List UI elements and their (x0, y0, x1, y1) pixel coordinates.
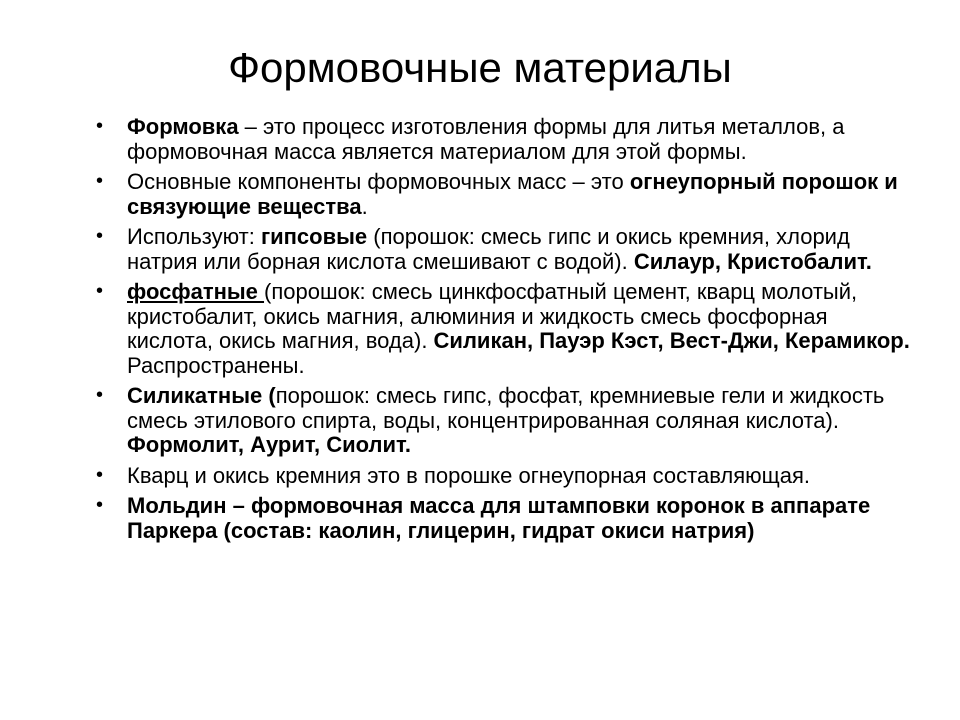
bullet-item (96, 464, 916, 489)
bold-text-segment: Формовка (127, 114, 239, 139)
bullet-item (96, 280, 916, 378)
bullet-text (127, 224, 872, 274)
bullet-marker: • (96, 280, 104, 302)
bullet-marker: • (96, 170, 104, 192)
text-segment: Кварц и окись кремния это в порошке огнеупорная составляющая. (127, 462, 810, 488)
text-segment: . (361, 193, 368, 219)
bullet-text (127, 493, 870, 543)
text-segment: – это процесс изготовления формы для литья металлов, а формовочная масса является материалом для этой формы. (127, 114, 845, 164)
text-segment: Основные компоненты формовочных масс – это (127, 169, 630, 194)
bullet-item (96, 170, 916, 219)
bold-text-segment: Мольдин – формовочная масса для штамповки коронок в аппарате Паркера (состав: каолин, глицерин, гидрат окиси натрия) (127, 493, 871, 543)
bold-text-segment: Силикатные ( (127, 383, 276, 408)
bullet-marker: • (96, 463, 104, 486)
bullet-text (127, 463, 810, 488)
bullet-item (96, 384, 916, 458)
bullet-text (127, 383, 884, 457)
bullet-item (96, 115, 916, 164)
bold-text-segment: фосфатные (127, 279, 265, 304)
bullet-marker: • (96, 225, 104, 247)
text-segment: (порошок: смесь цинкфосфатный цемент, кварц молотый, кристобалит, окись магния, алюминия и жидкость смесь фосфорная кислота, окись магния, вода). (127, 279, 858, 353)
bold-text-segment: гипсовые (260, 224, 368, 249)
text-segment: Используют: (127, 224, 261, 249)
bold-text-segment: Силикан, Пауэр Кэст, Вест-Джи, Керамикор. (433, 328, 910, 353)
bold-text-segment: Формолит, Аурит, Сиолит. (127, 432, 411, 457)
bullet-marker: • (96, 494, 104, 516)
bullet-item (96, 494, 916, 543)
bold-text-segment: Силаур, Кристобалит. (633, 248, 872, 274)
slide-title: Формовочные материалы (228, 44, 732, 91)
text-segment: порошок: смесь гипс, фосфат, кремниевые гели и жидкость смесь этилового спирта, воды, концентрированная соляная кислота). (127, 383, 885, 433)
bullet-marker: • (96, 384, 104, 406)
bullet-list (96, 115, 916, 549)
bullet-text (127, 169, 898, 219)
bullet-text (127, 114, 845, 164)
bullet-text (127, 279, 910, 378)
bold-text-segment: огнеупорный порошок и связующие вещества (127, 169, 898, 219)
bullet-marker: • (96, 115, 104, 137)
text-segment: Распространены. (127, 352, 305, 378)
text-segment: (порошок: смесь гипс и окись кремния, хлорид натрия или борная кислота смешивают с водой). (127, 224, 850, 274)
bullet-item (96, 225, 916, 274)
